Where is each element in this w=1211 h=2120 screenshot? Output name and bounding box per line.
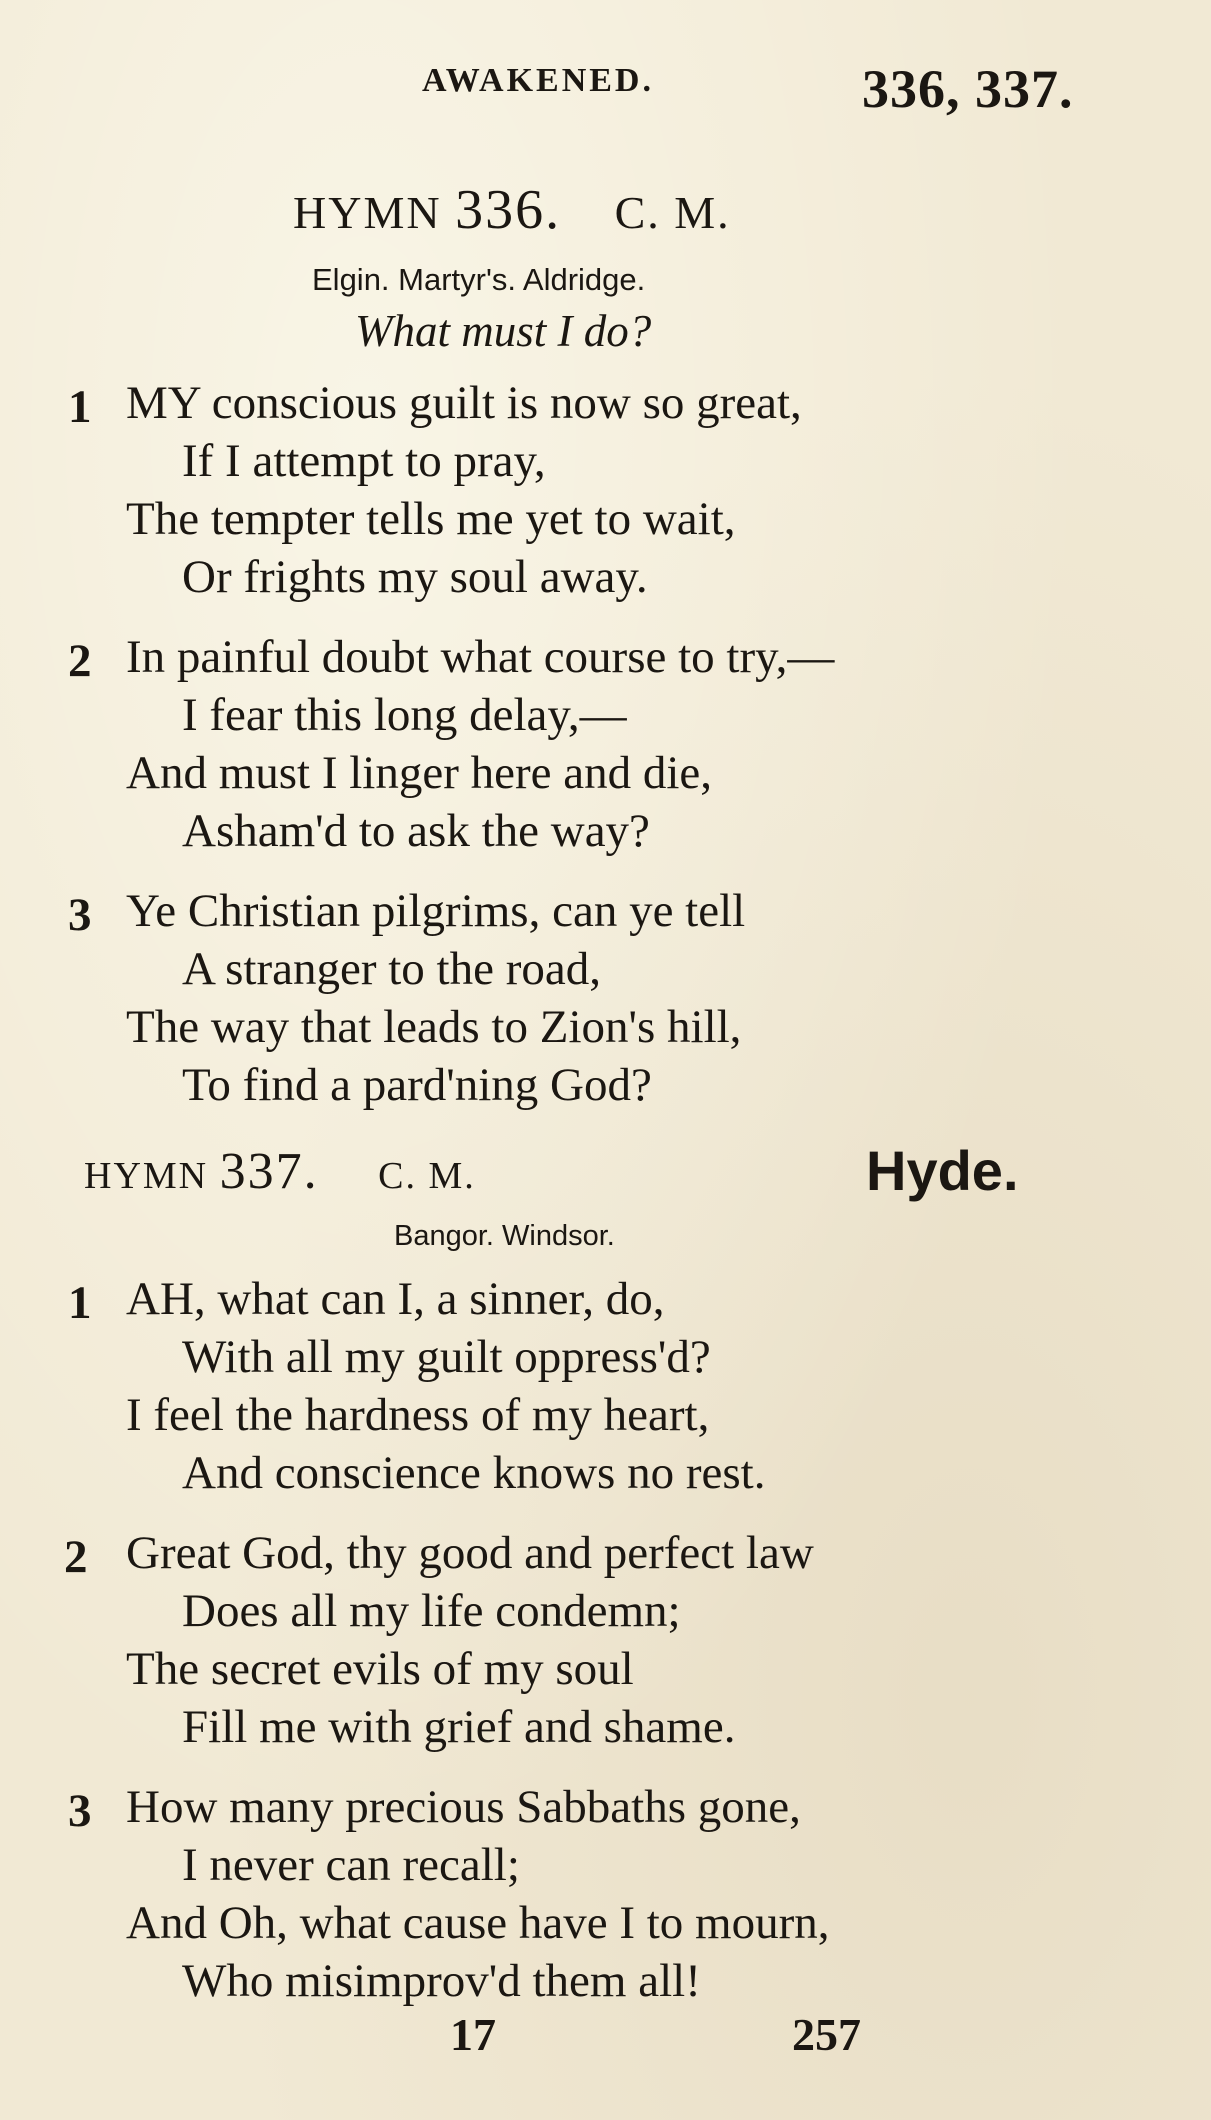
hymn-meter: C. M. [614,187,731,238]
verse-number: 1 [68,381,92,433]
hymn-number: 336. [455,179,562,241]
verse-line: Ye Christian pilgrims, can ye tell [126,885,746,937]
verse-line: Great God, thy good and perfect law [126,1527,814,1579]
verse-line: Or frights my soul away. [182,551,648,603]
verse-line: With all my guilt oppress'd? [182,1331,711,1383]
verse-line: The secret evils of my soul [126,1643,634,1695]
verse-line: A stranger to the road, [182,943,601,995]
verse-line: MY conscious guilt is now so great, [126,377,802,429]
hymn-number: 337. [219,1143,319,1200]
verse-line: And conscience knows no rest. [182,1447,766,1499]
hymn-337-tunes: Bangor. Windsor. [394,1220,615,1252]
hymn-label: HYMN [293,187,442,238]
verse-line: The tempter tells me yet to wait, [126,493,736,545]
hymn-336-heading [293,178,731,242]
signature-mark: 17 [450,2009,496,2060]
verse-line: AH, what can I, a sinner, do, [126,1273,665,1325]
verse-line: And Oh, what cause have I to mourn, [126,1897,830,1949]
page-number: 257 [792,2009,861,2060]
hymn-range: 336, 337. [862,59,1074,119]
verse-line: I feel the hardness of my heart, [126,1389,710,1441]
verse-line: The way that leads to Zion's hill, [126,1001,742,1053]
running-head: AWAKENED. [422,62,654,99]
verse-line: In painful doubt what course to try,— [126,631,835,683]
verse-number: 1 [68,1277,92,1329]
hymn-336-tunes: Elgin. Martyr's. Aldridge. [312,262,646,297]
hymn-label: HYMN [84,1155,209,1197]
hymn-meter: C. M. [378,1155,476,1197]
verse-line: If I attempt to pray, [182,435,546,487]
verse-line: And must I linger here and die, [126,747,713,799]
verse-line: Who misimprov'd them all! [182,1955,701,2007]
verse-number: 3 [68,889,92,941]
verse-number: 2 [64,1531,88,1583]
verse-line: I fear this long delay,— [182,689,627,741]
verse-line: Fill me with grief and shame. [182,1701,736,1753]
hymn-336-subtitle: What must I do? [355,306,652,356]
hymn-337-heading [84,1142,476,1201]
hymn-337-author: Hyde. [866,1139,1019,1202]
verse-line: How many precious Sabbaths gone, [126,1781,801,1833]
verse-line: Asham'd to ask the way? [182,805,650,857]
verse-line: I never can recall; [182,1839,520,1891]
verse-line: To find a pard'ning God? [182,1059,652,1111]
verse-number: 2 [68,635,92,687]
verse-number: 3 [68,1785,92,1837]
verse-line: Does all my life condemn; [182,1585,681,1637]
